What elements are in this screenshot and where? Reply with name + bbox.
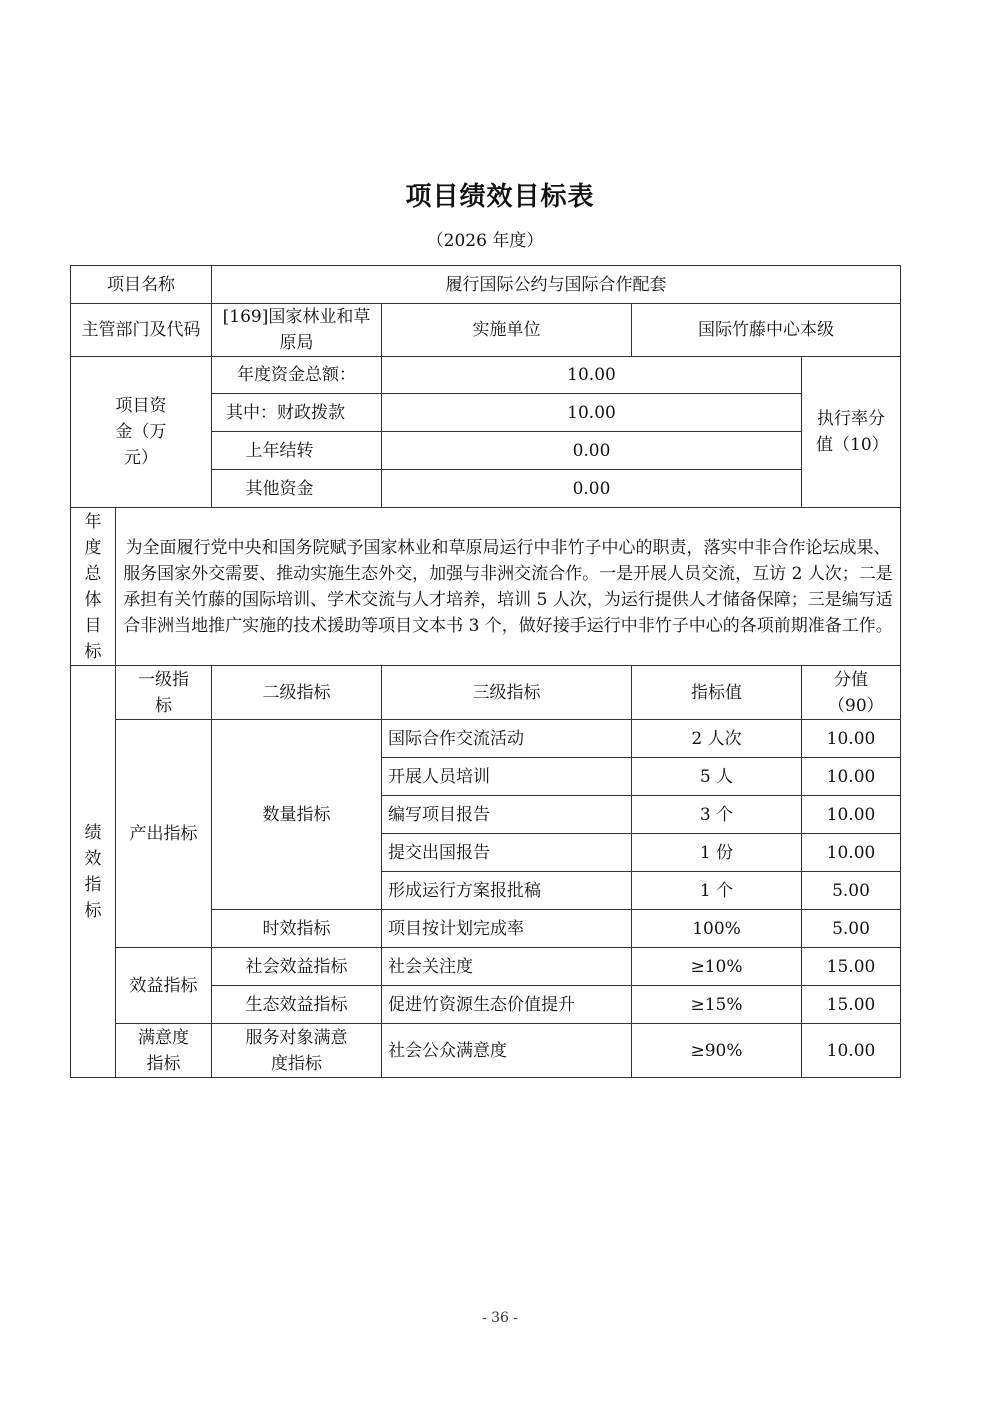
indicator-name: 编写项目报告: [382, 796, 632, 834]
indicator-name: 国际合作交流活动: [382, 720, 632, 758]
funds-carryover-label: 上年结转: [212, 432, 382, 470]
funds-total-label: 年度资金总额：: [212, 357, 382, 394]
funds-other-label: 其他资金: [212, 470, 382, 508]
indicator-value: 1 份: [632, 834, 802, 872]
indicator-value: 5 人: [632, 758, 802, 796]
project-name-label: 项目名称: [71, 266, 212, 304]
funds-total-row: [71, 357, 901, 394]
indicator-score: 10.00: [802, 720, 901, 758]
execution-rate-label: 执行率分值（10）: [802, 357, 901, 508]
indicator-value: 1 个: [632, 872, 802, 910]
header-value: 指标值: [632, 666, 802, 720]
annual-goal-text: 为全面履行党中央和国务院赋予国家林业和草原局运行中非竹子中心的职责，落实中非合作论坛成果、服务国家外交需要、推动实施生态外交，加强与非洲交流合作。一是开展人员交流，互访 2 人次；二是承担有关竹藤的国际培训、学术交流与人才培养，培训 5 人次，为运行提供人才储备保障；三是编写适合非洲当地推广实施的技术援助等项目文本书 3 个，做好接手运行中非竹子中心的各项前期准备工作。: [116, 508, 901, 666]
performance-table: [70, 265, 901, 1078]
indicator-name: 项目按计划完成率: [382, 910, 632, 948]
indicator-score: 10.00: [802, 834, 901, 872]
implementing-unit-label: 实施单位: [382, 304, 632, 357]
funds-carryover-value: 0.00: [382, 432, 802, 470]
indicator-name: 社会关注度: [382, 948, 632, 986]
annual-goal-label: 年度总体目标: [71, 508, 116, 666]
indicator-name: 形成运行方案报批稿: [382, 872, 632, 910]
department-row: [71, 304, 901, 357]
indicators-section-label: 绩效指标: [71, 666, 116, 1078]
benefit-indicator-label: 效益指标: [116, 948, 212, 1024]
indicator-score: 10.00: [802, 758, 901, 796]
indicator-score: 5.00: [802, 910, 901, 948]
funds-label: 项目资金（万元）: [71, 357, 212, 508]
indicator-value: ≥10%: [632, 948, 802, 986]
indicator-value: ≥90%: [632, 1024, 802, 1078]
page-subtitle: （2026 年度）: [426, 231, 544, 251]
eco-benefit-label: 生态效益指标: [212, 986, 382, 1024]
service-satisfaction-label: 服务对象满意度指标: [212, 1024, 382, 1078]
satisfaction-indicator-label: 满意度指标: [116, 1024, 212, 1078]
header-level1: 一级指标: [116, 666, 212, 720]
project-name-value: 履行国际公约与国际合作配套: [212, 266, 901, 304]
timeliness-indicator-label: 时效指标: [212, 910, 382, 948]
indicator-name: 开展人员培训: [382, 758, 632, 796]
indicator-name: 促进竹资源生态价值提升: [382, 986, 632, 1024]
indicator-value: 100%: [632, 910, 802, 948]
indicator-score: 15.00: [802, 986, 901, 1024]
funds-fiscal-value: 10.00: [382, 394, 802, 432]
indicator-header-row: [71, 666, 901, 720]
department-value: [169]国家林业和草原局: [212, 304, 382, 357]
indicator-score: 10.00: [802, 796, 901, 834]
project-name-row: [71, 266, 901, 304]
funds-other-value: 0.00: [382, 470, 802, 508]
annual-goal-row: [71, 508, 901, 666]
header-score: 分值（90）: [802, 666, 901, 720]
table-row: [71, 720, 901, 758]
indicator-score: 10.00: [802, 1024, 901, 1078]
indicator-name: 提交出国报告: [382, 834, 632, 872]
funds-total-value: 10.00: [382, 357, 802, 394]
header-level2: 二级指标: [212, 666, 382, 720]
funds-fiscal-label: 其中：财政拨款: [212, 394, 382, 432]
social-benefit-label: 社会效益指标: [212, 948, 382, 986]
page-title: 项目绩效目标表: [405, 182, 595, 212]
indicator-value: 3 个: [632, 796, 802, 834]
header-level3: 三级指标: [382, 666, 632, 720]
indicator-value: 2 人次: [632, 720, 802, 758]
department-label: 主管部门及代码: [71, 304, 212, 357]
indicator-value: ≥15%: [632, 986, 802, 1024]
page-number: - 36 -: [481, 1310, 519, 1326]
implementing-unit-value: 国际竹藤中心本级: [632, 304, 901, 357]
quantity-indicator-label: 数量指标: [212, 720, 382, 910]
table-row: [71, 1024, 901, 1078]
indicator-score: 5.00: [802, 872, 901, 910]
indicator-score: 15.00: [802, 948, 901, 986]
table-row: [71, 948, 901, 986]
output-indicator-label: 产出指标: [116, 720, 212, 948]
indicator-name: 社会公众满意度: [382, 1024, 632, 1078]
